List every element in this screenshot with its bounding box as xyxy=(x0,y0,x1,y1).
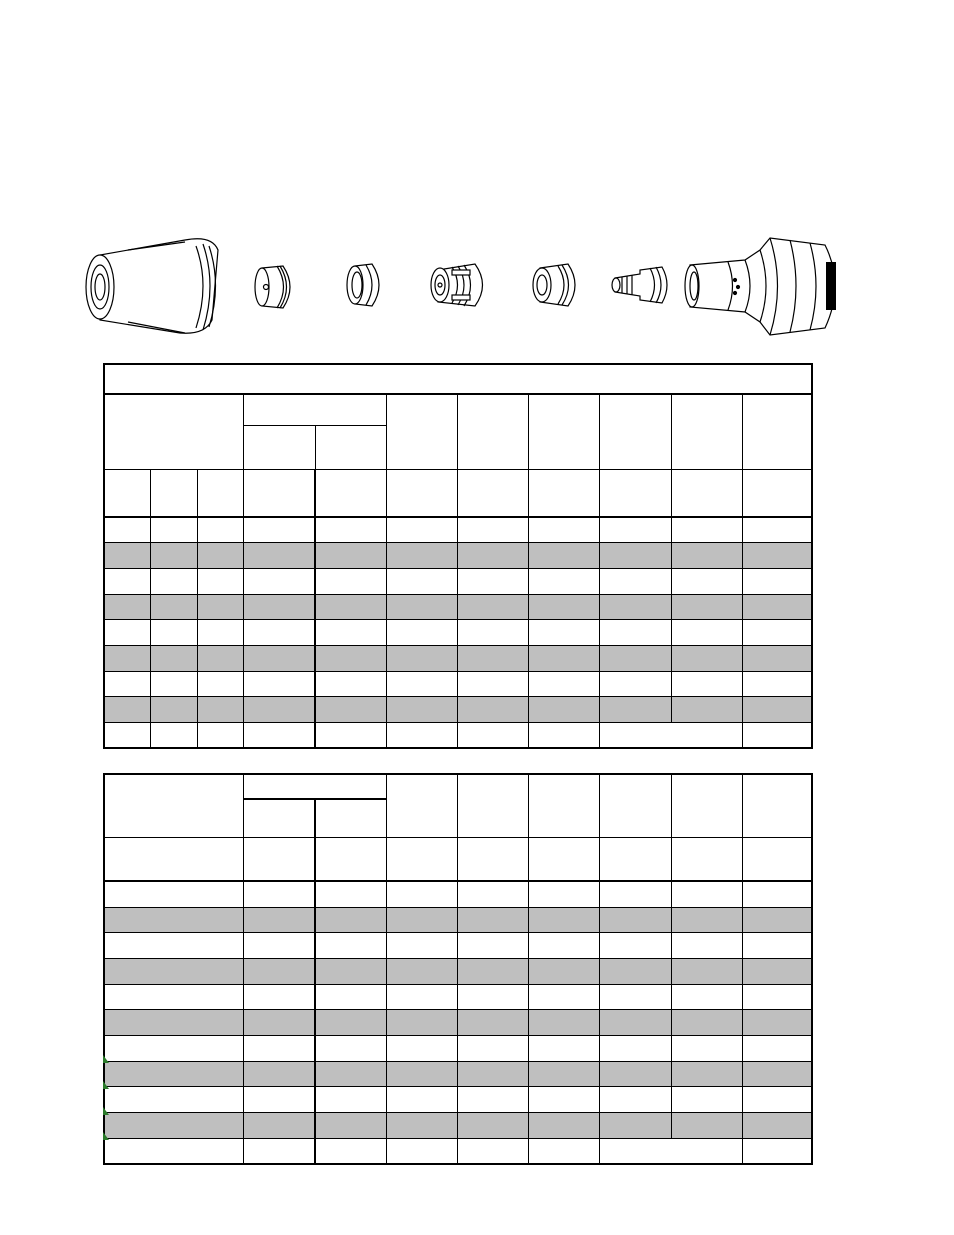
table-cell xyxy=(742,1036,812,1062)
table-cell xyxy=(315,1061,386,1087)
header-cell xyxy=(671,837,742,881)
table-cell xyxy=(386,907,457,933)
header-cell xyxy=(599,394,671,469)
table-cell xyxy=(104,517,150,543)
table-cell xyxy=(104,1010,243,1036)
table-cell xyxy=(457,984,528,1010)
table-cell xyxy=(386,568,457,594)
table-cell xyxy=(104,1087,243,1113)
table-cell xyxy=(243,594,315,620)
table-cell xyxy=(742,671,812,697)
table-cell xyxy=(599,1036,671,1062)
table-cell xyxy=(243,1087,315,1113)
table-cell xyxy=(386,1010,457,1036)
table-cell xyxy=(671,517,742,543)
table-cell xyxy=(742,907,812,933)
table-cell xyxy=(528,907,599,933)
table-cell xyxy=(243,568,315,594)
table-cell xyxy=(386,723,457,749)
table-cell xyxy=(104,594,150,620)
table-cell xyxy=(599,620,671,646)
table-cell xyxy=(528,620,599,646)
table-cell xyxy=(671,645,742,671)
table-cell xyxy=(528,543,599,569)
table-cell xyxy=(599,881,671,907)
header-cell xyxy=(315,837,386,881)
header-cell xyxy=(243,774,386,799)
table-cell xyxy=(742,1113,812,1139)
table-cell xyxy=(386,958,457,984)
table-row xyxy=(104,881,812,907)
table-cell xyxy=(457,958,528,984)
revision-marker xyxy=(103,1055,109,1063)
table-cell xyxy=(243,723,315,749)
table-cell xyxy=(243,1010,315,1036)
table-cell xyxy=(528,517,599,543)
table-cell xyxy=(457,1087,528,1113)
table-cell xyxy=(599,1113,671,1139)
table-cell xyxy=(599,723,742,749)
header-cell xyxy=(599,837,671,881)
revision-marker xyxy=(103,1107,109,1115)
table-cell xyxy=(197,645,243,671)
table-cell xyxy=(528,881,599,907)
header-cell xyxy=(742,469,812,517)
bottom-table-body xyxy=(104,881,812,1164)
table-cell xyxy=(386,1113,457,1139)
table-cell xyxy=(528,1061,599,1087)
table-cell xyxy=(197,594,243,620)
table-cell xyxy=(104,723,150,749)
table-cell xyxy=(599,594,671,620)
table-row xyxy=(104,984,812,1010)
nozzle-part xyxy=(431,264,483,306)
table-cell xyxy=(315,1010,386,1036)
table-cell xyxy=(742,881,812,907)
table-cell xyxy=(243,671,315,697)
electrode-part xyxy=(612,267,667,303)
retaining-ring-part xyxy=(347,264,379,306)
table-cell xyxy=(315,1036,386,1062)
table-row xyxy=(104,1138,812,1164)
table-row xyxy=(104,1061,812,1087)
table-cell xyxy=(599,697,671,723)
table-cell xyxy=(150,517,197,543)
header-cell xyxy=(243,837,315,881)
table-cell xyxy=(457,568,528,594)
table-cell xyxy=(599,568,671,594)
table-cell xyxy=(386,1036,457,1062)
header-cell xyxy=(243,469,315,517)
table-cell xyxy=(315,958,386,984)
table-cell xyxy=(243,1036,315,1062)
table-cell xyxy=(528,958,599,984)
table-cell xyxy=(671,1061,742,1087)
table-cell xyxy=(528,933,599,959)
table-cell xyxy=(243,1061,315,1087)
table-row xyxy=(104,958,812,984)
table-row xyxy=(104,543,812,569)
header-cell xyxy=(528,469,599,517)
table-cell xyxy=(599,543,671,569)
table-cell xyxy=(104,1061,243,1087)
torch-body-part xyxy=(685,238,836,335)
table-cell xyxy=(671,543,742,569)
table-cell xyxy=(671,620,742,646)
table-cell xyxy=(104,1036,243,1062)
table-cell xyxy=(457,1138,528,1164)
table-cell xyxy=(315,984,386,1010)
table-cell xyxy=(742,1010,812,1036)
table-cell xyxy=(386,543,457,569)
table-cell xyxy=(671,1087,742,1113)
table-cell xyxy=(457,594,528,620)
header-cell xyxy=(104,837,243,881)
table-row xyxy=(104,1087,812,1113)
table-cell xyxy=(197,697,243,723)
table-cell xyxy=(457,671,528,697)
table-cell xyxy=(457,933,528,959)
table-cell xyxy=(386,984,457,1010)
table-cell xyxy=(742,1087,812,1113)
table-cell xyxy=(104,933,243,959)
table-cell xyxy=(243,645,315,671)
table-cell xyxy=(104,881,243,907)
header-cell xyxy=(457,837,528,881)
header-cell xyxy=(104,469,150,517)
table-cell xyxy=(671,1010,742,1036)
table-cell xyxy=(671,697,742,723)
table-cell xyxy=(386,1087,457,1113)
header-cell xyxy=(599,774,671,837)
header-cell xyxy=(386,469,457,517)
table-cell xyxy=(315,1087,386,1113)
table-cell xyxy=(104,958,243,984)
table-row xyxy=(104,723,812,749)
table-cell xyxy=(457,881,528,907)
header-cell xyxy=(599,469,671,517)
header-cell xyxy=(197,469,243,517)
table-cell xyxy=(457,543,528,569)
table-cell xyxy=(457,517,528,543)
shield-part xyxy=(86,239,218,333)
table-cell xyxy=(315,1113,386,1139)
table-cell xyxy=(599,933,671,959)
table-row xyxy=(104,568,812,594)
table-cell xyxy=(150,671,197,697)
table-cell xyxy=(528,1036,599,1062)
header-row-1 xyxy=(104,774,812,799)
table-row xyxy=(104,645,812,671)
table-cell xyxy=(386,1061,457,1087)
table-cell xyxy=(315,1138,386,1164)
table-cell xyxy=(243,517,315,543)
header-cell xyxy=(104,394,243,469)
table-cell xyxy=(104,620,150,646)
table-cell xyxy=(457,1061,528,1087)
table-cell xyxy=(671,568,742,594)
table-cell xyxy=(243,958,315,984)
header-row-3 xyxy=(104,837,812,881)
header-cell xyxy=(528,837,599,881)
header-cell xyxy=(243,799,315,837)
table-cell xyxy=(243,543,315,569)
header-cell xyxy=(315,799,386,837)
table-cell xyxy=(528,1113,599,1139)
table-cell xyxy=(599,958,671,984)
table-cell xyxy=(150,697,197,723)
table-cell xyxy=(671,594,742,620)
table-cell xyxy=(742,568,812,594)
table-cell xyxy=(528,1087,599,1113)
table-row xyxy=(104,594,812,620)
table-row xyxy=(104,933,812,959)
header-cell xyxy=(528,394,599,469)
header-cell xyxy=(386,394,457,469)
table-cell xyxy=(197,568,243,594)
table-cell xyxy=(243,697,315,723)
table-cell xyxy=(457,620,528,646)
table-cell xyxy=(150,723,197,749)
table-cell xyxy=(386,517,457,543)
header-row-1 xyxy=(104,394,812,425)
table-cell xyxy=(528,723,599,749)
table-cell xyxy=(315,933,386,959)
header-cell xyxy=(671,774,742,837)
header-cell xyxy=(315,469,386,517)
table-cell xyxy=(243,907,315,933)
header-cell xyxy=(671,469,742,517)
header-cell xyxy=(150,469,197,517)
top-specifications-table xyxy=(103,363,813,749)
header-cell xyxy=(315,425,386,469)
table-cell xyxy=(528,984,599,1010)
header-cell xyxy=(243,394,386,425)
table-cell xyxy=(671,671,742,697)
table-cell xyxy=(315,723,386,749)
table-row xyxy=(104,517,812,543)
header-cell xyxy=(671,394,742,469)
table-cell xyxy=(386,697,457,723)
table-cell xyxy=(197,723,243,749)
table-cell xyxy=(742,723,812,749)
header-cell xyxy=(457,469,528,517)
table-cell xyxy=(599,671,671,697)
table-cell xyxy=(671,984,742,1010)
table-cell xyxy=(104,671,150,697)
table-cell xyxy=(243,1138,315,1164)
table-cell xyxy=(315,568,386,594)
swirl-ring-part xyxy=(533,264,575,306)
table-cell xyxy=(104,568,150,594)
table-cell xyxy=(599,645,671,671)
table-cell xyxy=(457,1113,528,1139)
table-cell xyxy=(742,517,812,543)
table-cell xyxy=(104,697,150,723)
revision-marker xyxy=(103,1132,109,1140)
table-cell xyxy=(386,933,457,959)
table-cell xyxy=(386,645,457,671)
table-row xyxy=(104,1113,812,1139)
table-cell xyxy=(243,620,315,646)
table-cell xyxy=(528,645,599,671)
table-cell xyxy=(457,723,528,749)
table-cell xyxy=(104,1113,243,1139)
table-cell xyxy=(742,594,812,620)
table-cell xyxy=(243,1113,315,1139)
table-row xyxy=(104,697,812,723)
table-cell xyxy=(243,881,315,907)
bottom-specifications-table xyxy=(103,773,813,1165)
table-cell xyxy=(599,984,671,1010)
table-cell xyxy=(742,645,812,671)
table-cell xyxy=(599,517,671,543)
table-cell xyxy=(742,984,812,1010)
table-cell xyxy=(197,671,243,697)
table-cell xyxy=(243,984,315,1010)
table-cell xyxy=(104,984,243,1010)
table-row xyxy=(104,620,812,646)
table-cell xyxy=(457,697,528,723)
table-cell xyxy=(599,1087,671,1113)
table-cell xyxy=(150,620,197,646)
header-cell xyxy=(528,774,599,837)
table-cell xyxy=(599,1061,671,1087)
table-cell xyxy=(528,1138,599,1164)
table-row xyxy=(104,1036,812,1062)
table-cell xyxy=(197,620,243,646)
table-cell xyxy=(197,517,243,543)
table-cell xyxy=(528,594,599,620)
table-row xyxy=(104,907,812,933)
table-cell xyxy=(315,645,386,671)
table-cell xyxy=(386,594,457,620)
table-cell xyxy=(386,671,457,697)
table-cell xyxy=(742,1138,812,1164)
table-cell xyxy=(528,671,599,697)
table-cell xyxy=(315,671,386,697)
table-cell xyxy=(671,933,742,959)
table-cell xyxy=(528,697,599,723)
table-cell xyxy=(315,517,386,543)
table-title xyxy=(104,364,812,394)
table-cell xyxy=(197,543,243,569)
table-cell xyxy=(150,543,197,569)
table-cell xyxy=(742,958,812,984)
table-cell xyxy=(671,1113,742,1139)
table-title-row xyxy=(104,364,812,394)
table-cell xyxy=(528,1010,599,1036)
table-cell xyxy=(528,568,599,594)
table-row xyxy=(104,1010,812,1036)
table-cell xyxy=(457,1036,528,1062)
header-cell xyxy=(243,425,315,469)
top-table-body xyxy=(104,517,812,748)
table-cell xyxy=(457,1010,528,1036)
header-cell xyxy=(742,394,812,469)
table-cell xyxy=(742,697,812,723)
table-cell xyxy=(315,697,386,723)
table-cell xyxy=(150,645,197,671)
table-cell xyxy=(315,620,386,646)
table-cell xyxy=(104,907,243,933)
table-cell xyxy=(104,645,150,671)
table-cell xyxy=(315,881,386,907)
table-row xyxy=(104,671,812,697)
header-cell xyxy=(104,774,243,837)
revision-marker xyxy=(103,1081,109,1089)
header-cell xyxy=(742,837,812,881)
table-cell xyxy=(150,594,197,620)
header-cell xyxy=(457,394,528,469)
table-cell xyxy=(599,1138,742,1164)
header-cell xyxy=(457,774,528,837)
table-cell xyxy=(315,543,386,569)
table-cell xyxy=(104,1138,243,1164)
table-cell xyxy=(671,1036,742,1062)
table-cell xyxy=(150,568,197,594)
table-cell xyxy=(243,933,315,959)
table-cell xyxy=(742,620,812,646)
table-cell xyxy=(104,543,150,569)
header-cell xyxy=(386,774,457,837)
header-cell xyxy=(742,774,812,837)
cap-insert-part xyxy=(255,266,290,308)
table-cell xyxy=(386,881,457,907)
table-cell xyxy=(315,907,386,933)
table-cell xyxy=(457,907,528,933)
table-cell xyxy=(671,881,742,907)
table-cell xyxy=(599,907,671,933)
table-cell xyxy=(742,933,812,959)
table-cell xyxy=(315,594,386,620)
header-cell xyxy=(386,837,457,881)
table-cell xyxy=(386,620,457,646)
table-cell xyxy=(671,907,742,933)
table-cell xyxy=(457,645,528,671)
consumables-exploded-view xyxy=(0,0,954,350)
table-cell xyxy=(386,1138,457,1164)
table-cell xyxy=(742,1061,812,1087)
header-row-3 xyxy=(104,469,812,517)
table-cell xyxy=(671,958,742,984)
table-cell xyxy=(599,1010,671,1036)
table-cell xyxy=(742,543,812,569)
